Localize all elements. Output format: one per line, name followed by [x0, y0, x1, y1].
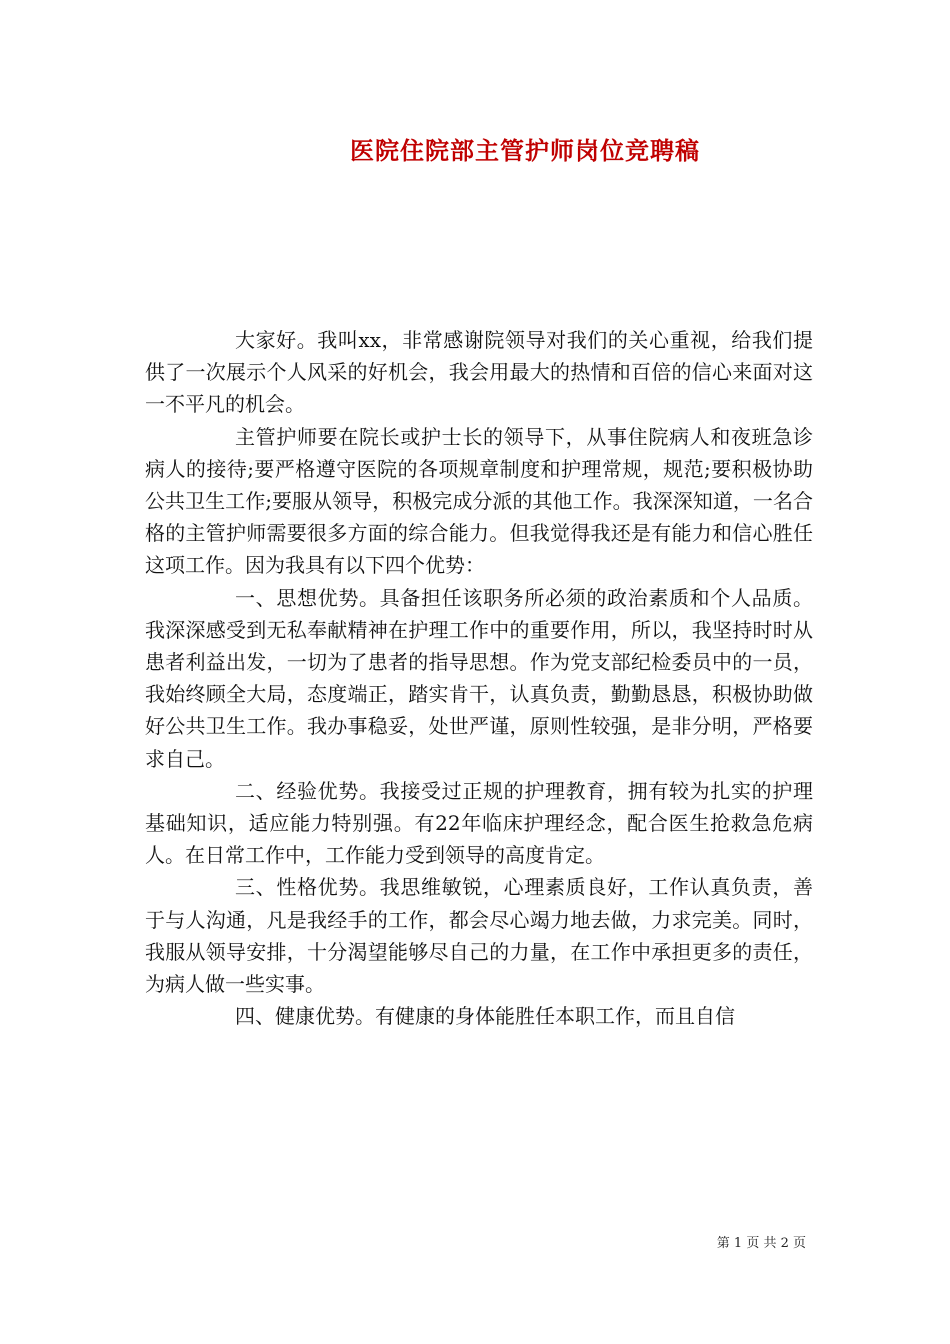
paragraph-greeting: 大家好。我叫xx，非常感谢院领导对我们的关心重视，给我们提供了一次展示个人风采的好机会，我会用最大的热情和百倍的信心来面对这一不平凡的机会。: [145, 328, 813, 417]
document-body: [145, 324, 813, 1032]
page-number-footer: 第 1 页 共 2 页: [716, 1236, 806, 1251]
paragraph-advantage-personality: 三、性格优势。我思维敏锐，心理素质良好，工作认真负责，善于与人沟通，凡是我经手的工作，都会尽心竭力地去做，力求完美。同时，我服从领导安排，十分渴望能够尽自己的力量，在工作中承担更多的责任，为病人做一些实事。: [145, 875, 813, 997]
document-title: 医院住院部主管护师岗位竞聘稿: [350, 136, 700, 165]
paragraph-advantage-experience: 二、经验优势。我接受过正规的护理教育，拥有较为扎实的护理基础知识，适应能力特别强。有22年临床护理经念，配合医生抢救急危病人。在日常工作中，工作能力受到领导的高度肯定。: [145, 778, 813, 868]
paragraph-advantage-health: 四、健康优势。有健康的身体能胜任本职工作，而且自信: [235, 1004, 735, 1029]
paragraph-advantage-ideology: 一、思想优势。具备担任该职务所必须的政治素质和个人品质。我深深感受到无私奉献精神在护理工作中的重要作用，所以，我坚持时时从患者利益出发，一切为了患者的指导思想。作为党支部纪检委员中的一员，我始终顾全大局，态度端正，踏实肯干，认真负责，勤勤恳恳，积极协助做好公共卫生工作。我办事稳妥，处世严谨，原则性较强，是非分明，严格要求自己。: [145, 585, 813, 771]
paragraph-duties: 主管护师要在院长或护士长的领导下，从事住院病人和夜班急诊病人的接待;要严格遵守医院的各项规章制度和护理常规，规范;要积极协助公共卫生工作;要服从领导，积极完成分派的其他工作。我深深知道，一名合格的主管护师需要很多方面的综合能力。但我觉得我还是有能力和信心胜任这项工作。因为我具有以下四个优势：: [145, 424, 813, 578]
